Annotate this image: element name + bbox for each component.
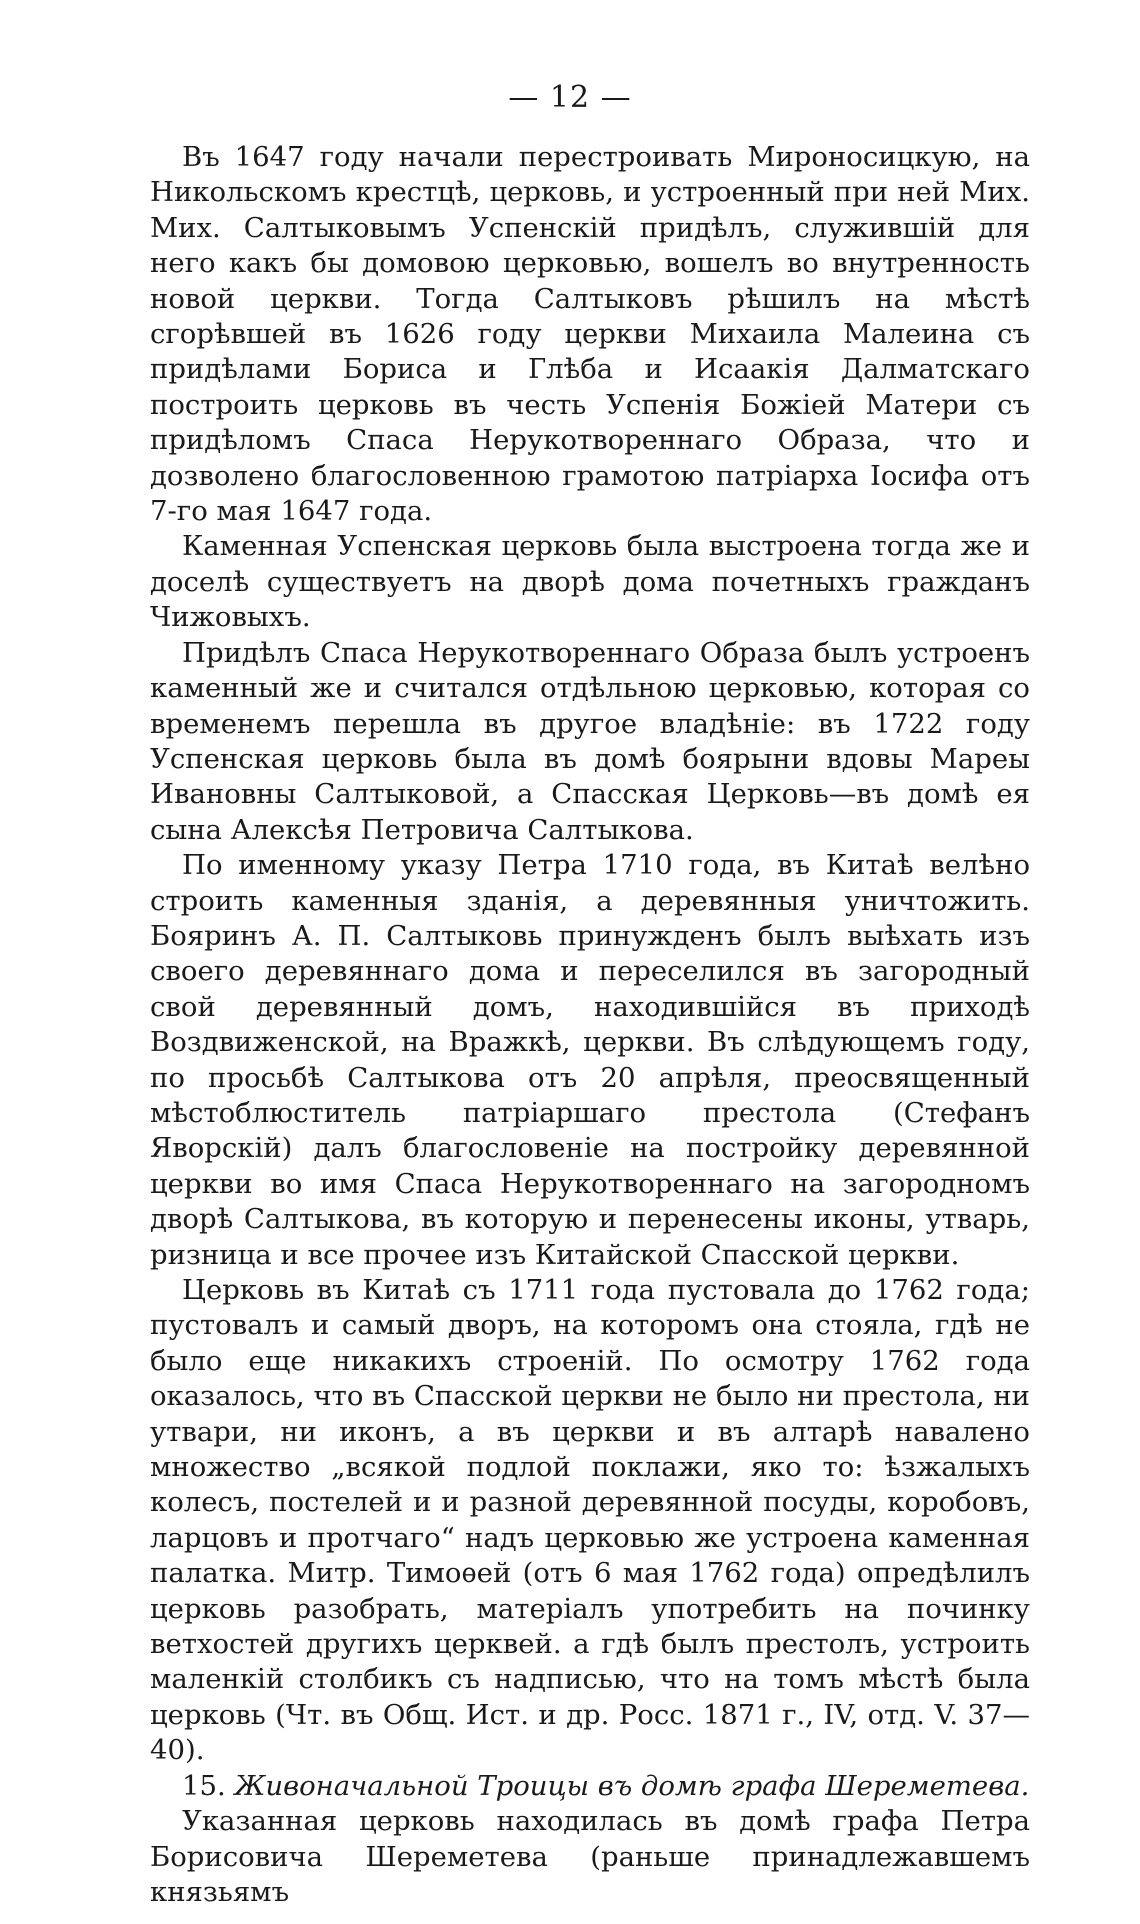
section-heading — [150, 1769, 1030, 1804]
section-title: Живоначальной Троицы въ домѣ графа Шереметева. — [234, 1769, 1030, 1802]
section-number: 15. — [182, 1769, 226, 1802]
paragraph-1: Въ 1647 году начали перестроивать Мироносицкую, на Никольскомъ крестцѣ, церковь, и устроенный при ней Мих. Мих. Салтыковымъ Успенскій придѣлъ, служившій для него какъ бы домовою церковью, вошелъ во внутренность новой церкви. Тогда Салтыковъ рѣшилъ на мѣстѣ сгорѣвшей въ 1626 году церкви Михаила Малеина съ придѣлами Бориса и Глѣба и Исаакія Далматскаго построить церковь въ честь Успенія Божіей Матери съ придѣломъ Спаса Нерукотвореннаго Образа, что и дозволено благословенною грамотою патріарха Іосифа отъ 7-го мая 1647 года. — [150, 141, 1030, 528]
paragraph-4: По именному указу Петра 1710 года, въ Китаѣ велѣно строить каменныя зданія, а деревянныя уничтожить. Бояринъ А. П. Салтыковь принужденъ былъ выѣхать изъ своего деревяннаго дома и переселился въ загородный свой деревянный домъ, находившійся въ приходѣ Воздвиженской, на Вражкѣ, церкви. Въ слѣдующемъ году, по просьбѣ Салтыкова отъ 20 апрѣля, преосвященный мѣстоблюститель патріаршаго престола (Стефанъ Яворскій) далъ благословеніе на постройку деревянной церкви во имя Спаса Нерукотвореннаго на загородномъ дворѣ Салтыкова, въ которую и перенесены иконы, утварь, ризница и все прочее изъ Китайской Спасской церкви. — [150, 849, 1030, 1271]
page-number: — 12 — — [508, 80, 632, 115]
paragraph-2: Каменная Успенская церковь была выстроена тогда же и доселѣ существуетъ на дворѣ дома почетныхъ гражданъ Чижовыхъ. — [150, 530, 1030, 634]
paragraph-3: Придѣлъ Спаса Нерукотвореннаго Образа былъ устроенъ каменный же и считался отдѣльною церковью, которая со временемъ перешла въ другое владѣніе: въ 1722 году Успенская церковь была въ домѣ боярыни вдовы Мареы Ивановны Салтыковой, а Спасская Церковь—въ домѣ ея сына Алексѣя Петровича Салтыкова. — [150, 636, 1030, 846]
body-text — [150, 140, 1030, 1910]
paragraph-6: Указанная церковь находилась въ домѣ графа Петра Борисовича Шереметева (раньше принадлежавшемъ князьямъ — [150, 1805, 1030, 1908]
paragraph-5: Церковь въ Китаѣ съ 1711 года пустовала до 1762 года; пустовалъ и самый дворъ, на которомъ она стояла, гдѣ не было еще никакихъ строеній. По осмотру 1762 года оказалось, что въ Спасской церкви не было ни престола, ни утвари, ни иконъ, а въ церкви и въ алтарѣ навалено множество „всякой подлой поклажи, яко то: ѣзжалыхъ колесъ, постелей и и разной деревянной посуды, коробовъ, ларцовъ и протчаго“ надъ церковью же устроена каменная палатка. Митр. Тимоѳей (отъ 6 мая 1762 года) опредѣлилъ церковь разобрать, матеріалъ употребить на починку ветхостей другихъ церквей. а гдѣ былъ престолъ, устроить маленкій столбикъ съ надписью, что на томъ мѣстѣ была церковь (Чт. въ Общ. Ист. и др. Росс. 1871 г., IV, отд. V. 37—40). — [150, 1274, 1030, 1767]
